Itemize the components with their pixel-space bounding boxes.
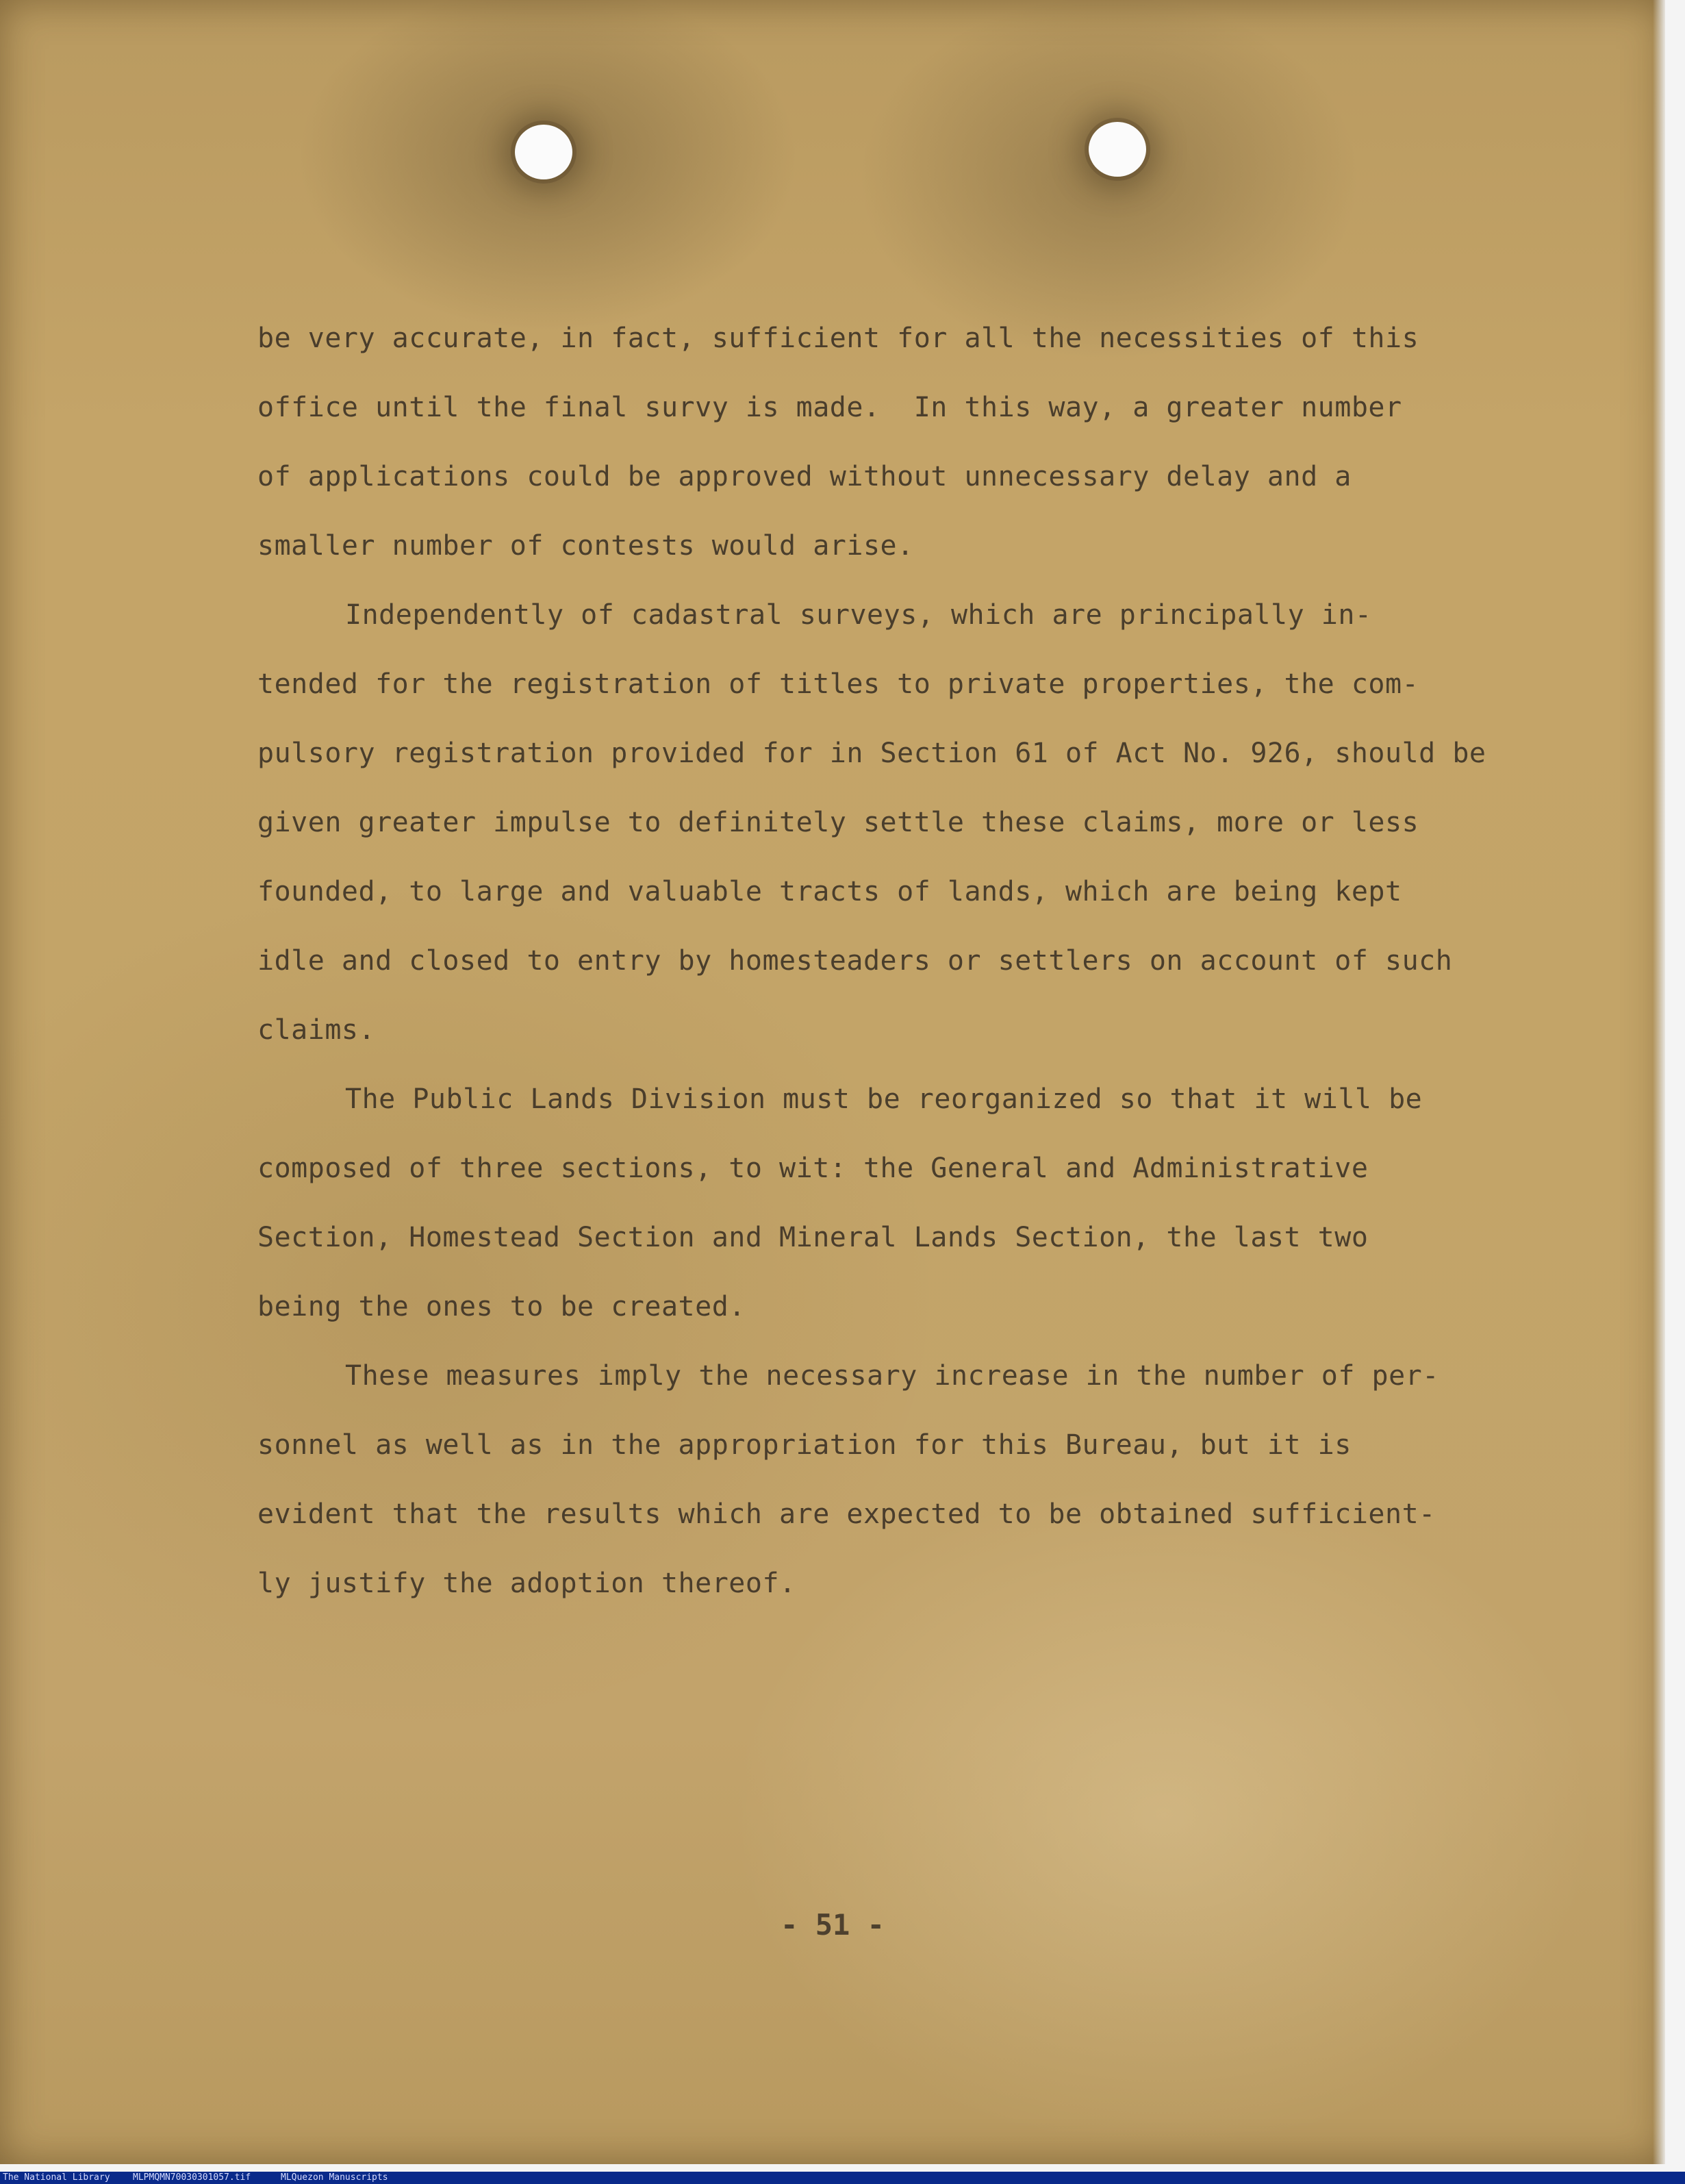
- text-line: given greater impulse to definitely settle these claims, more or less: [257, 807, 1419, 838]
- text-line: idle and closed to entry by homesteaders or settlers on account of such: [257, 945, 1453, 977]
- typed-body-text: [257, 312, 1558, 1627]
- text-line: ly justify the adoption thereof.: [257, 1568, 796, 1599]
- text-line: Independently of cadastral surveys, which are principally in-: [345, 599, 1372, 631]
- text-line: evident that the results which are expected to be obtained sufficient-: [257, 1498, 1436, 1530]
- text-line: These measures imply the necessary increase in the number of per-: [345, 1360, 1439, 1392]
- page-number: - 51 -: [781, 1908, 885, 1942]
- text-line: claims.: [257, 1014, 376, 1046]
- text-line: tended for the registration of titles to private properties, the com-: [257, 668, 1419, 700]
- punch-hole-left: [515, 125, 572, 179]
- text-line: The Public Lands Division must be reorganized so that it will be: [345, 1083, 1423, 1115]
- text-line: of applications could be approved without unnecessary delay and a: [257, 461, 1352, 492]
- footer-filename: MLPMQMN70030301057.tif: [133, 2172, 251, 2183]
- punch-hole-right: [1089, 122, 1146, 177]
- text-line: composed of three sections, to wit: the General and Administrative: [257, 1153, 1369, 1184]
- text-line: being the ones to be created.: [257, 1291, 746, 1322]
- text-line: be very accurate, in fact, sufficient for all the necessities of this: [257, 323, 1419, 354]
- footer-collection: MLQuezon Manuscripts: [281, 2172, 388, 2183]
- text-line: founded, to large and valuable tracts of lands, which are being kept: [257, 876, 1402, 907]
- footer-library: The National Library: [3, 2172, 110, 2183]
- text-line: sonnel as well as in the appropriation for this Bureau, but it is: [257, 1429, 1352, 1461]
- text-line: pulsory registration provided for in Section 61 of Act No. 926, should be: [257, 738, 1486, 769]
- text-line: office until the final survy is made. In this way, a greater number: [257, 392, 1402, 423]
- text-line: smaller number of contests would arise.: [257, 530, 914, 562]
- scan-footer-bar: [0, 2172, 1685, 2184]
- text-line: Section, Homestead Section and Mineral Lands Section, the last two: [257, 1222, 1369, 1253]
